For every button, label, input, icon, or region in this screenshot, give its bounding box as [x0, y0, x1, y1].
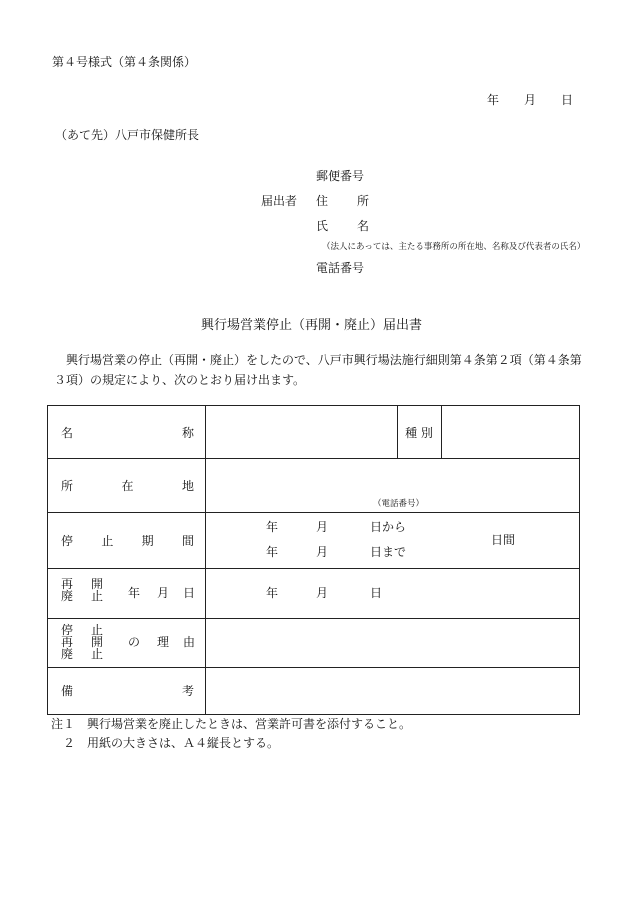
applicant-label: 届出者 — [261, 194, 298, 208]
postal-code-label: 郵便番号 — [316, 169, 365, 183]
stop-period-label: 停 止 期 間 — [61, 533, 194, 548]
period-to-month: 月 — [316, 545, 329, 559]
note-2: ２ 用紙の大きさは、Ａ４縦長とする。 — [51, 736, 280, 750]
intro-paragraph: 興行場営業の停止（再開・廃止）をしたので、八戸市興行場法施行細則第４条第２項（第４条第３項）の規定により、次のとおり届け出ます。 — [54, 353, 582, 387]
remarks-label: 備 考 — [61, 684, 194, 698]
period-days-label: 日間 — [491, 533, 516, 547]
period-to-year: 年 — [266, 545, 279, 559]
date-year-label: 年 — [487, 93, 500, 107]
location-phone-note: （電話番号） — [373, 499, 425, 509]
reason-label-1: の — [128, 635, 141, 649]
form-table — [47, 405, 580, 715]
reopen-date-month: 月 — [316, 586, 329, 600]
phone-label: 電話番号 — [316, 261, 365, 275]
name-label: 名 称 — [61, 425, 194, 440]
period-to-day: 日まで — [370, 545, 407, 559]
location-label: 所 在 地 — [61, 478, 194, 493]
date-day-label: 日 — [561, 93, 574, 107]
name-label-2: 名 — [357, 219, 370, 233]
reason-label-2: 理 — [157, 635, 170, 649]
type-label: 種 別 — [405, 425, 433, 440]
reopen-date-year: 年 — [266, 586, 279, 600]
name-label-1: 氏 — [316, 219, 329, 233]
period-from-month: 月 — [316, 520, 329, 534]
reopen-date-year-label: 年 — [128, 586, 141, 600]
period-from-year: 年 — [266, 520, 279, 534]
address-label-2: 所 — [357, 194, 370, 208]
note-1: 注１ 興行場営業を廃止したときは、営業許可書を添付すること。 — [51, 717, 412, 731]
reopen-abolish-label: 再 開 廃 止 — [61, 577, 104, 603]
reason-status-label: 停 止 再 開 廃 止 — [61, 623, 104, 661]
address-label-1: 住 — [316, 194, 329, 208]
date-month-label: 月 — [524, 93, 537, 107]
corporate-note: （法人にあっては、主たる事務所の所在地、名称及び代表者の氏名） — [322, 242, 586, 252]
reopen-date-day-label: 日 — [183, 586, 196, 600]
form-number: 第４号様式（第４条関係） — [52, 55, 197, 69]
document-title: 興行場営業停止（再開・廃止）届出書 — [201, 318, 423, 333]
period-from-day: 日から — [370, 520, 407, 534]
reopen-date-month-label: 月 — [157, 586, 170, 600]
reopen-date-day: 日 — [370, 586, 383, 600]
addressee: （あて先）八戸市保健所長 — [55, 128, 200, 142]
reason-label-3: 由 — [183, 635, 196, 649]
